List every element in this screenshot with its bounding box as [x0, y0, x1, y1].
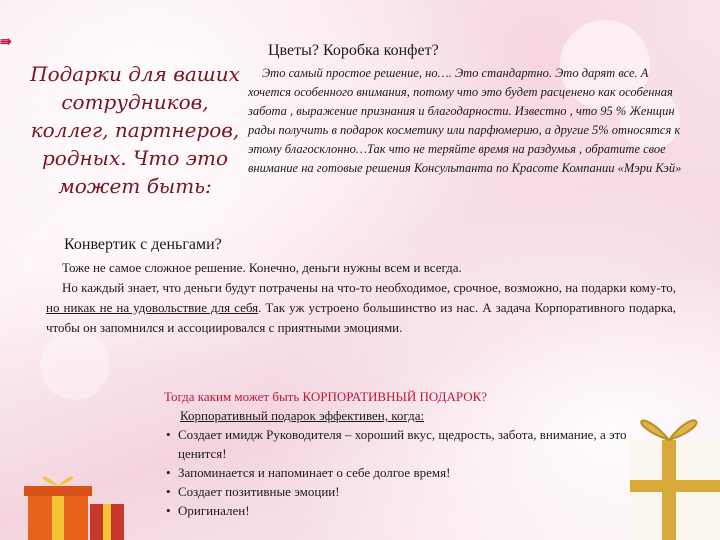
- decor-bokeh: [40, 330, 110, 400]
- section2-paragraph1: Тоже не самое сложное решение. Конечно, деньги нужны всем и всегда.: [62, 260, 462, 275]
- section1-heading: Цветы? Коробка конфет?: [268, 42, 439, 59]
- list-item: • Создает имидж Руководителя – хороший вкус, щедрость, забота, внимание, а это ценится!: [178, 425, 634, 463]
- left-title: Подарки для ваших сотрудников, коллег, партнеров, родных. Что это может быть:: [30, 62, 240, 198]
- section2-paragraph2: [46, 278, 676, 338]
- section2-p2-start: Но каждый знает, что деньги будут потрачены на что-то необходимое, срочное, возможно, на подарки кому-то,: [62, 280, 676, 295]
- section2-p2-underlined: но никак не на удовольствие для себя: [46, 300, 259, 315]
- section1-text: Это самый простое решение, но…. Это стандартно. Это дарят все. А хочется особенного внимания, потому что это будет расценено как особенная забота , выражение признания и благодарности. Известно , что 95 % Женщин рады получить в подарок косметику или парфюмерию, а другие 5% относятся к этому благосклонно…Так что не теряйте время на раздумья , обратите свое внимание на готовые решения Консультанта по Красоте Компании «Мэри Кэй»: [248, 66, 682, 175]
- section2-heading: Конвертик с деньгами?: [64, 236, 222, 253]
- benefits-list: [164, 425, 634, 520]
- list-item: • Запоминается и напоминает о себе долгое время!: [178, 463, 634, 482]
- double-arrow-icon: ⇛: [0, 35, 12, 50]
- section3: [164, 387, 634, 520]
- section3-subheading: Корпоративный подарок эффективен, когда:: [180, 408, 425, 423]
- list-item: • Создает позитивные эмоции!: [178, 482, 634, 501]
- section1-body: [248, 64, 688, 178]
- list-item: • Оригинален!: [178, 501, 634, 520]
- section3-heading: Тогда каким может быть КОРПОРАТИВНЫЙ ПОДАРОК?: [164, 389, 488, 404]
- gift-box-left-icon: [18, 470, 128, 540]
- section2-p2-end: . Так уж устроено большинство из нас. А задача Корпоративного подарка, чтобы он запомнился и ассоциировался с приятными эмоциями.: [46, 300, 676, 335]
- section2-body: [46, 258, 676, 338]
- gift-box-right-icon: [600, 400, 720, 540]
